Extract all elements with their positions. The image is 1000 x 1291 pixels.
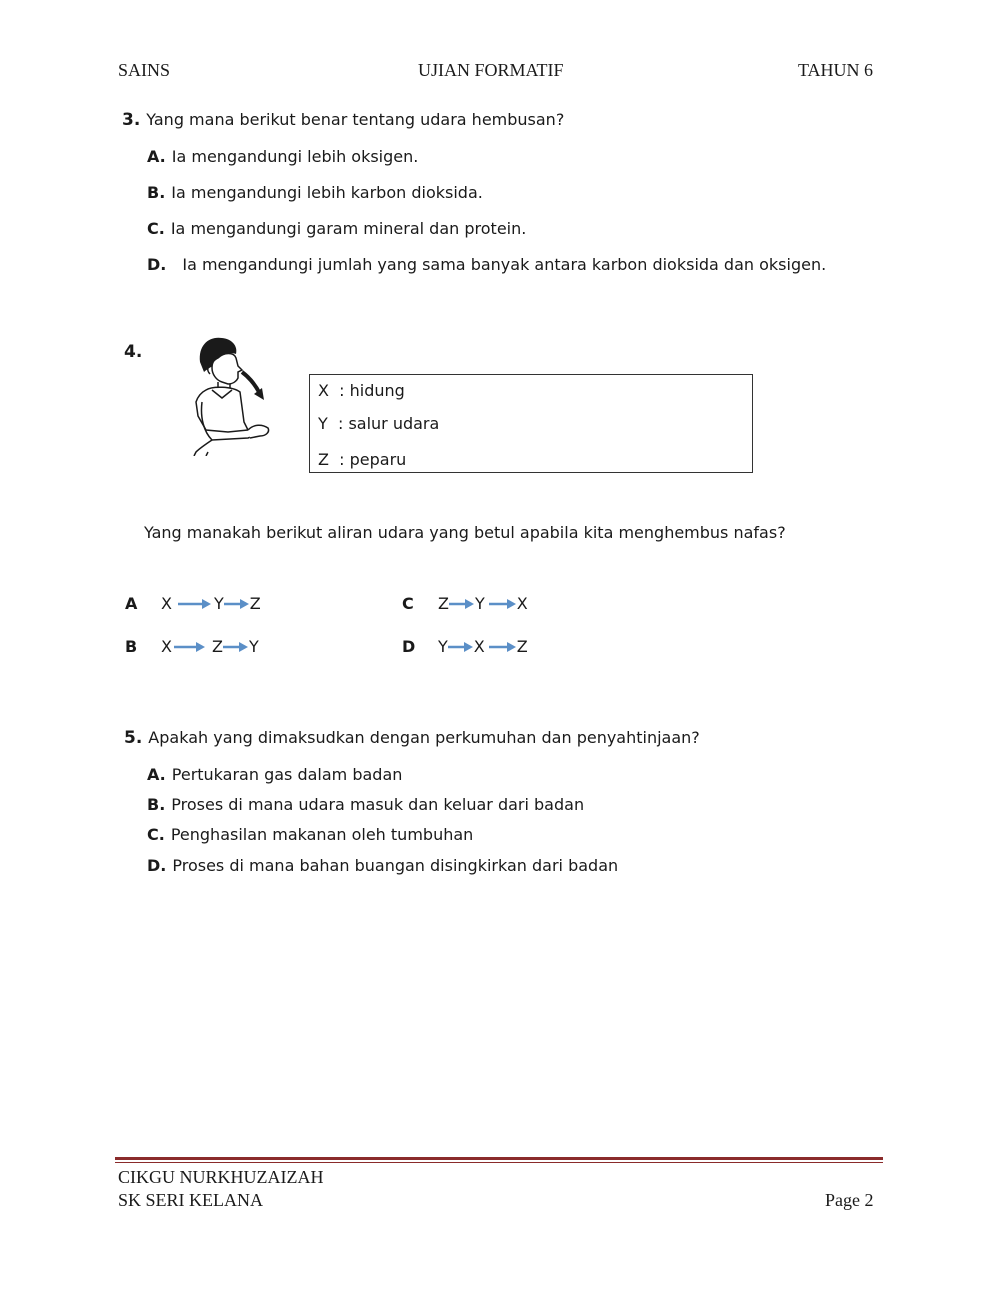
flow-node: X bbox=[161, 637, 172, 656]
q4-option-b[interactable] bbox=[125, 637, 259, 656]
legend-value: peparu bbox=[349, 450, 407, 469]
option-letter: D bbox=[402, 637, 416, 656]
q5-option-b[interactable] bbox=[147, 795, 584, 814]
footer-rule-thick bbox=[115, 1157, 883, 1160]
footer-teacher: CIKGU NURKHUZAIZAH bbox=[118, 1167, 324, 1187]
flow-node: Z bbox=[211, 637, 223, 656]
legend-box bbox=[309, 374, 753, 473]
question-text: Yang mana berikut benar tentang udara hembusan? bbox=[146, 110, 565, 129]
arrow-right-icon bbox=[489, 598, 517, 610]
q3-option-b[interactable] bbox=[147, 183, 483, 202]
q4-option-a[interactable] bbox=[125, 594, 261, 613]
flow-node: Z bbox=[249, 594, 261, 613]
option-letter: B. bbox=[147, 795, 166, 814]
flow-node: Y bbox=[213, 594, 224, 613]
question-4 bbox=[124, 342, 148, 362]
option-text: Ia mengandungi jumlah yang sama banyak antara karbon dioksida dan oksigen. bbox=[182, 255, 827, 274]
q4-option-c[interactable] bbox=[402, 594, 528, 613]
q3-option-c[interactable] bbox=[147, 219, 526, 238]
question-text: Apakah yang dimaksudkan dengan perkumuhan dan penyahtinjaan? bbox=[148, 728, 700, 747]
legend-value: salur udara bbox=[348, 414, 440, 433]
q5-option-d[interactable] bbox=[147, 856, 618, 875]
option-text: Ia mengandungi garam mineral dan protein. bbox=[170, 219, 527, 238]
option-text: Proses di mana udara masuk dan keluar dari badan bbox=[171, 795, 585, 814]
option-letter: A. bbox=[147, 765, 166, 784]
arrow-right-icon bbox=[178, 598, 212, 610]
arrow-right-icon bbox=[224, 598, 250, 610]
flow-node: Y bbox=[438, 637, 448, 656]
footer-page-number: Page 2 bbox=[825, 1190, 874, 1210]
flow-node: X bbox=[473, 637, 485, 656]
option-text: Pertukaran gas dalam badan bbox=[171, 765, 403, 784]
q4-option-d[interactable] bbox=[402, 637, 528, 656]
arrow-right-icon bbox=[449, 598, 475, 610]
question-5 bbox=[124, 728, 700, 748]
flow-node: Y bbox=[248, 637, 259, 656]
arrow-right-icon bbox=[489, 641, 517, 653]
legend-row-x bbox=[318, 381, 405, 400]
legend-sep: : bbox=[339, 450, 345, 469]
q5-option-c[interactable] bbox=[147, 825, 473, 844]
legend-sep: : bbox=[337, 414, 344, 433]
question-number: 3. bbox=[122, 110, 141, 130]
flow-node: Y bbox=[474, 594, 485, 613]
question-4-text: Yang manakah berikut aliran udara yang betul apabila kita menghembus nafas? bbox=[144, 523, 786, 542]
option-letter: B. bbox=[147, 183, 166, 202]
legend-key: X bbox=[318, 381, 329, 400]
legend-key: Z bbox=[318, 450, 329, 469]
q5-option-a[interactable] bbox=[147, 765, 402, 784]
legend-value: hidung bbox=[349, 381, 405, 400]
option-letter: B bbox=[125, 637, 138, 656]
flow-node: Z bbox=[516, 637, 528, 656]
question-3 bbox=[122, 110, 564, 130]
question-number: 5. bbox=[124, 728, 143, 748]
flow-node: X bbox=[161, 594, 172, 613]
option-text: Penghasilan makanan oleh tumbuhan bbox=[170, 825, 474, 844]
option-letter: A. bbox=[147, 147, 166, 166]
option-letter: C. bbox=[147, 825, 165, 844]
header-title: UJIAN FORMATIF bbox=[418, 60, 564, 80]
header-subject: SAINS bbox=[118, 60, 171, 80]
person-breathing-illustration bbox=[188, 332, 278, 456]
arrow-right-icon bbox=[448, 641, 474, 653]
question-number: 4. bbox=[124, 342, 143, 362]
legend-key: Y bbox=[318, 414, 328, 433]
arrow-right-icon bbox=[223, 641, 249, 653]
option-letter: C. bbox=[147, 219, 165, 238]
q3-option-d[interactable] bbox=[147, 255, 826, 274]
header-year: TAHUN 6 bbox=[798, 60, 874, 80]
legend-sep: : bbox=[339, 381, 345, 400]
footer-school: SK SERI KELANA bbox=[118, 1190, 264, 1210]
option-letter: A bbox=[125, 594, 138, 613]
option-text: Ia mengandungi lebih oksigen. bbox=[171, 147, 419, 166]
q3-option-a[interactable] bbox=[147, 147, 418, 166]
option-letter: D. bbox=[147, 856, 167, 875]
arrow-right-icon bbox=[174, 641, 206, 653]
legend-row-y bbox=[318, 414, 439, 433]
flow-node: X bbox=[516, 594, 528, 613]
option-letter: D. bbox=[147, 255, 167, 274]
legend-row-z bbox=[318, 450, 406, 469]
footer-rule-thin bbox=[115, 1162, 883, 1163]
option-letter: C bbox=[402, 594, 414, 613]
option-text: Ia mengandungi lebih karbon dioksida. bbox=[171, 183, 483, 202]
option-text: Proses di mana bahan buangan disingkirkan dari badan bbox=[172, 856, 619, 875]
flow-node: Z bbox=[438, 594, 449, 613]
